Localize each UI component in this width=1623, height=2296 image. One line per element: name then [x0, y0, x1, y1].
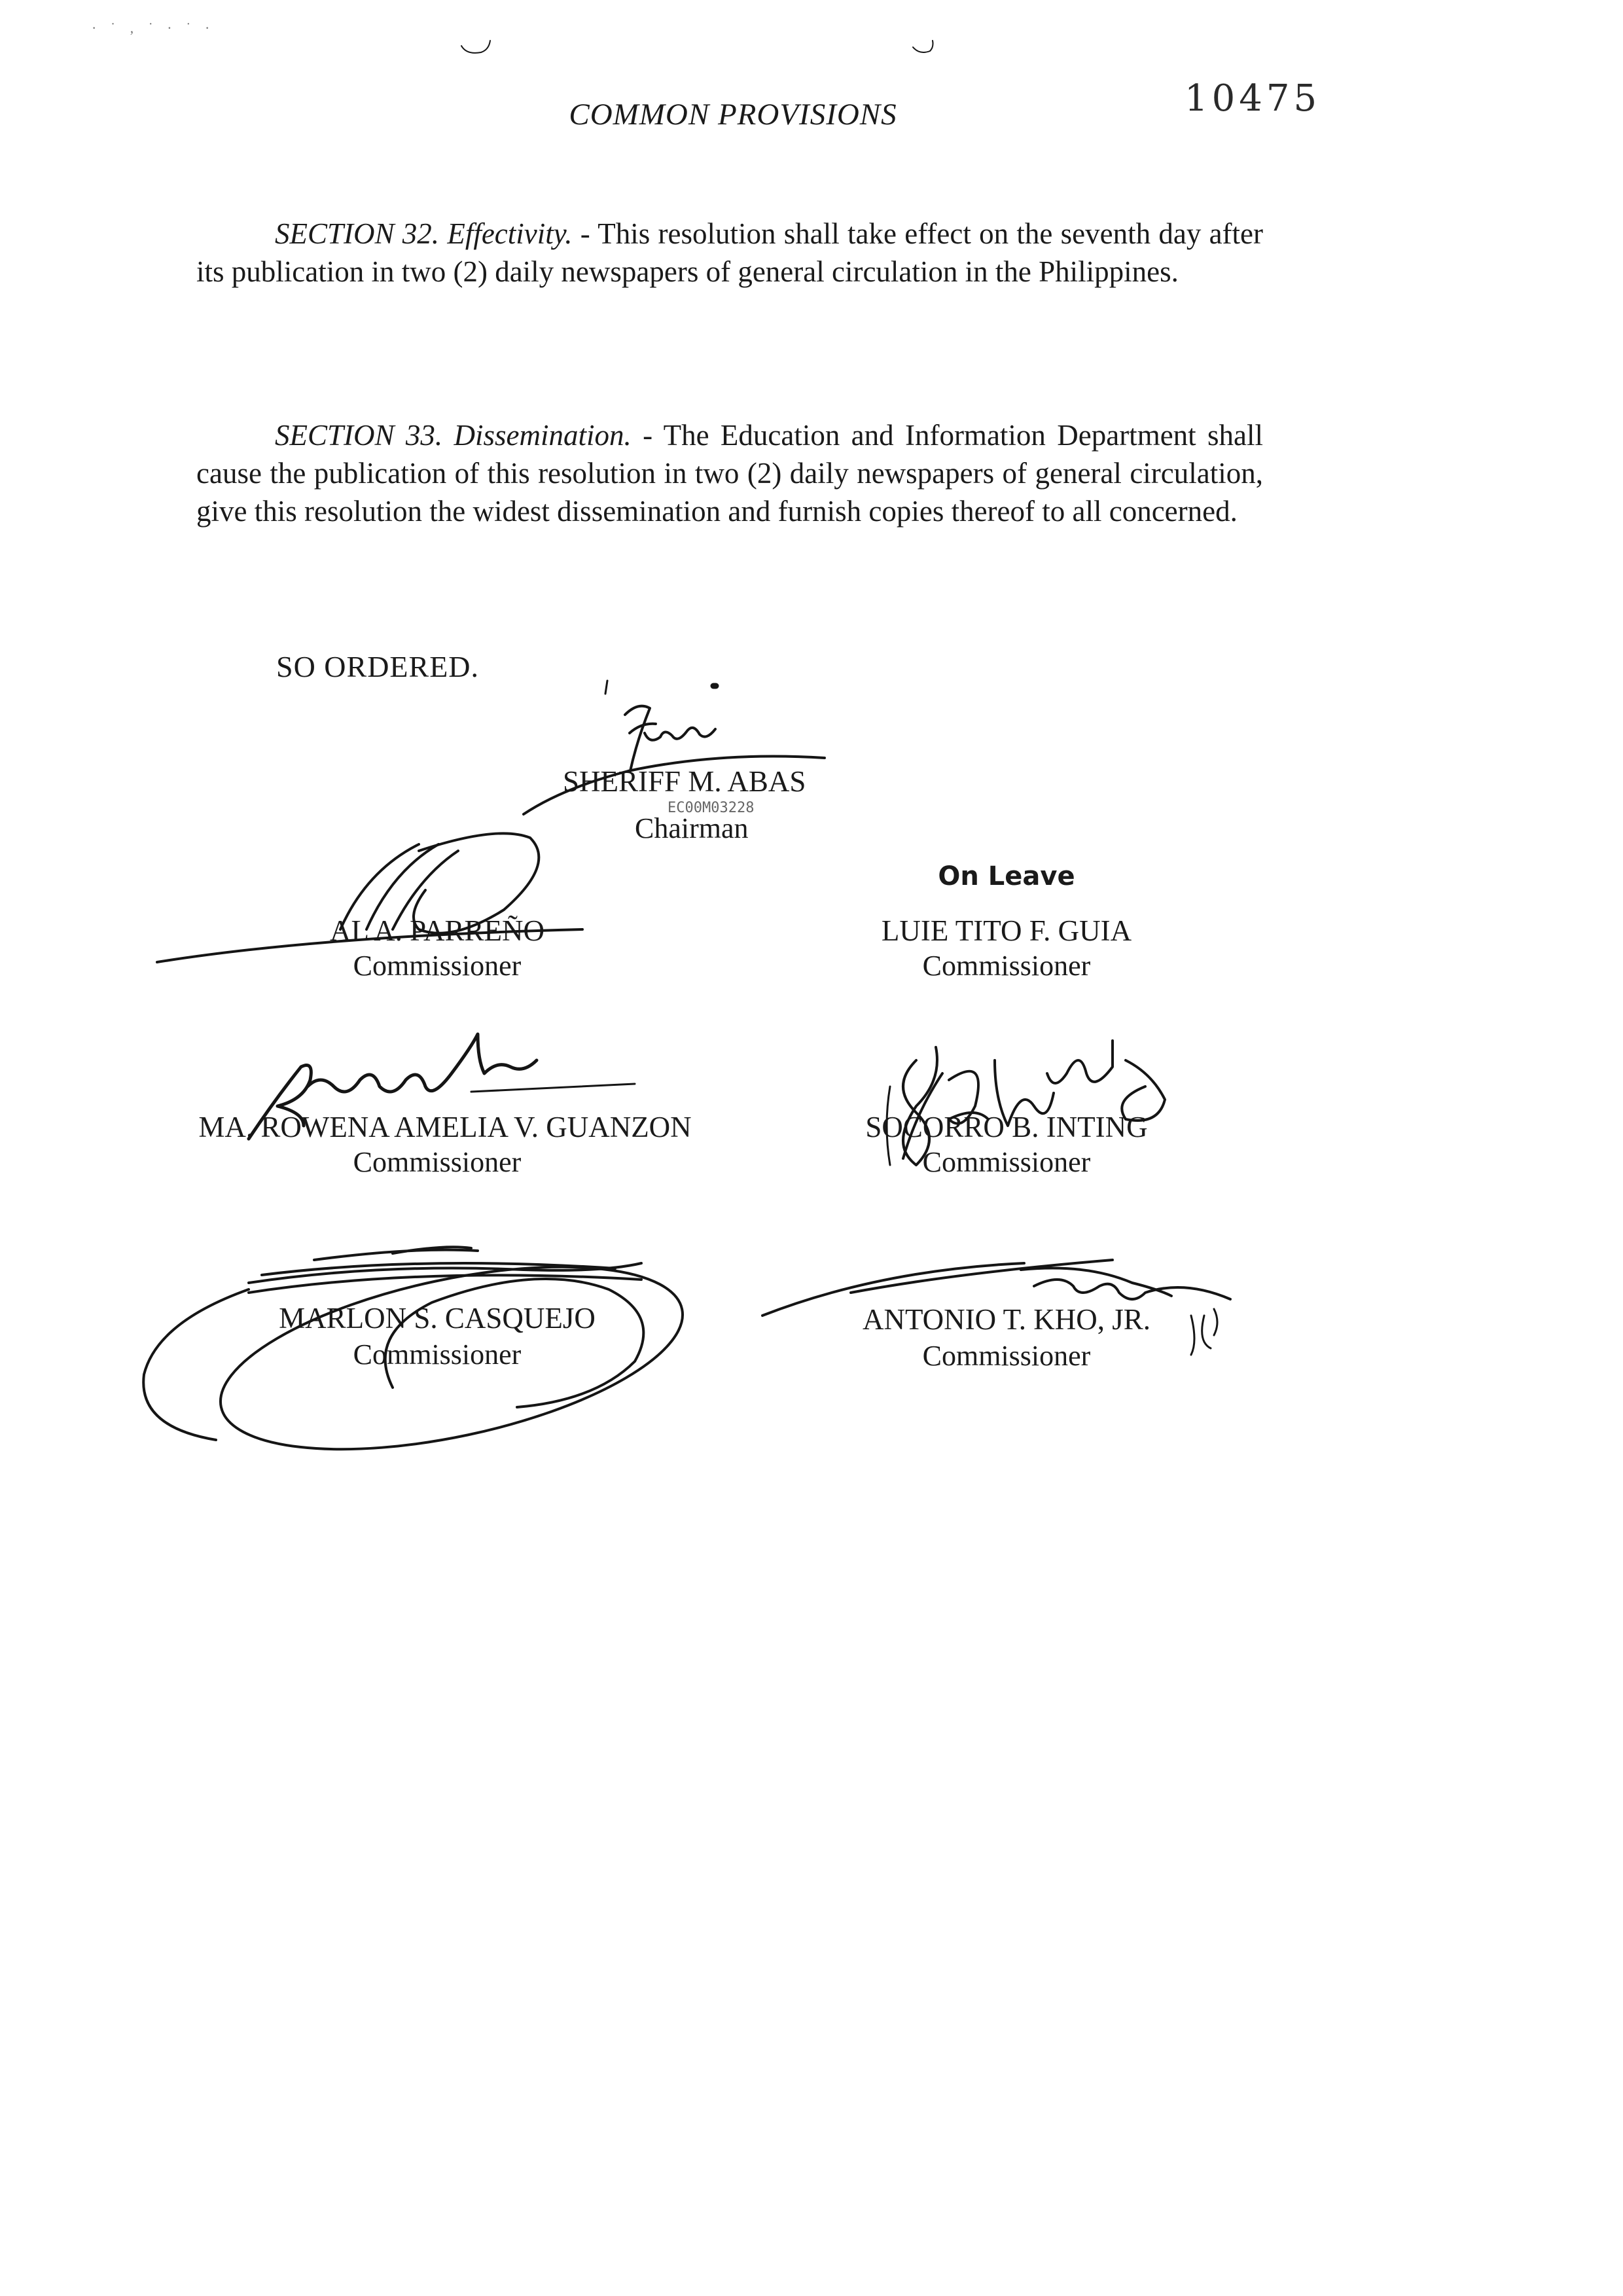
commissioner-guanzon-role: Commissioner [353, 1146, 522, 1178]
scan-specks: · ˙ ‚ ˙ · ˙ · [92, 20, 215, 36]
commissioner-parreno-role: Commissioner [353, 950, 522, 982]
commissioner-guia-role: Commissioner [922, 950, 1091, 982]
commissioner-guia-name: LUIE TITO F. GUIA [881, 914, 1132, 947]
section-33-paragraph [196, 416, 1263, 530]
on-leave-note: On Leave [938, 861, 1075, 891]
section-33-label: SECTION 33. [275, 419, 443, 452]
commissioner-guanzon-name: MA. ROWENA AMELIA V. GUANZON [198, 1111, 692, 1143]
section-32-paragraph [196, 215, 1263, 291]
commissioner-kho-role: Commissioner [922, 1340, 1091, 1372]
chairman-name: SHERIFF M. ABAS [563, 765, 806, 798]
so-ordered: SO ORDERED. [276, 650, 480, 683]
commissioner-casquejo-role: Commissioner [353, 1338, 522, 1371]
section-heading: COMMON PROVISIONS [569, 98, 897, 132]
section-32-title: Effectivity. [447, 217, 573, 250]
id-stamp: EC00M03228 [668, 800, 755, 816]
commissioner-kho-name: ANTONIO T. KHO, JR. [862, 1303, 1151, 1336]
commissioner-inting-role: Commissioner [922, 1146, 1091, 1178]
chairman-role: Chairman [635, 812, 749, 844]
scan-mark [461, 41, 490, 53]
page-number: 10475 [1185, 77, 1321, 120]
section-32-body: - This resolution shall take effect on the seventh day after its publication in two (2) daily newspapers of general circulation in the Philippines. [196, 217, 1264, 288]
commissioner-inting-name: SOCORRO B. INTING [865, 1111, 1148, 1143]
scan-mark [913, 41, 933, 52]
section-33-title: Dissemination. [454, 419, 632, 452]
commissioner-casquejo-name: MARLON S. CASQUEJO [279, 1302, 596, 1335]
section-33-body: - The Education and Information Department shall cause the publication of this resolution in two (2) daily newspapers of general circulation, give this resolution the widest dissemination and furnish copies thereof to all concerned. [196, 419, 1263, 528]
section-32-label: SECTION 32. [275, 217, 440, 250]
commissioner-parreno-name: AL A. PARREÑO [330, 914, 544, 947]
